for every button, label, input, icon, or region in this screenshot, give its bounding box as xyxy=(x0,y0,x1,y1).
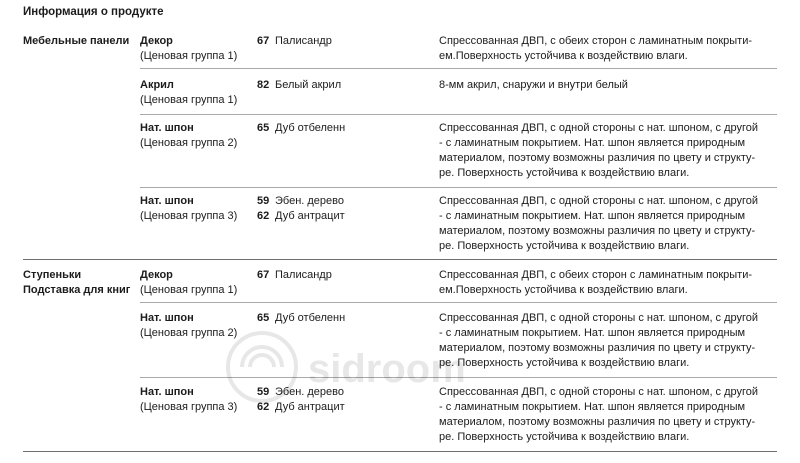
description-line: Спрессованная ДВП, с обеих сторон с ламинатным покрыти- xyxy=(439,35,753,47)
color-code-number: 67 xyxy=(257,35,270,47)
description-line: материалом, поэтому возможны различия по цвету и структу- xyxy=(439,152,756,164)
material-cell xyxy=(140,311,252,341)
description-line: материалом, поэтому возможны различия по цвету и структу- xyxy=(439,416,756,428)
material-name: Нат. шпон xyxy=(140,312,194,324)
description-line: Спрессованная ДВП, с одной стороны с нат. шпоном, с другой xyxy=(439,195,759,207)
price-group: (Ценовая группа 1) xyxy=(140,284,238,296)
description-line: ре. Поверхность устойчива к воздействию влаги. xyxy=(439,431,690,443)
description-line: материалом, поэтому возможны различия по цвету и структу- xyxy=(439,225,756,237)
color-code-label: Палисандр xyxy=(275,269,332,281)
material-cell xyxy=(140,121,252,151)
description xyxy=(439,311,777,371)
section-furniture-panels xyxy=(23,34,777,260)
color-codes xyxy=(257,311,427,326)
color-code-line xyxy=(257,400,427,415)
description xyxy=(439,194,777,254)
material-cell xyxy=(140,194,252,224)
color-code-label: Дуб антрацит xyxy=(275,401,345,413)
table-row xyxy=(140,268,777,303)
description-line: Спрессованная ДВП, с одной стороны с нат. шпоном, с другой xyxy=(439,122,759,134)
description xyxy=(439,385,777,445)
watermark-text: sidroom xyxy=(308,347,466,391)
section-label: Ступеньки Подставка для книг xyxy=(23,269,131,296)
table-row xyxy=(140,385,777,449)
price-group: (Ценовая группа 2) xyxy=(140,137,238,149)
material-name: Нат. шпон xyxy=(140,386,194,398)
section-label: Мебельные панели xyxy=(23,35,130,47)
price-group: (Ценовая группа 3) xyxy=(140,210,238,222)
material-name: Акрил xyxy=(140,79,174,91)
color-code-line xyxy=(257,311,427,326)
color-code-label: Палисандр xyxy=(275,35,332,47)
price-group: (Ценовая группа 1) xyxy=(140,50,238,62)
material-name: Декор xyxy=(140,35,173,47)
description xyxy=(439,268,777,298)
material-name: Декор xyxy=(140,269,173,281)
material-cell xyxy=(140,34,252,64)
description xyxy=(439,34,777,64)
description xyxy=(439,121,777,181)
color-code-line xyxy=(257,121,427,136)
description xyxy=(439,78,777,93)
material-name: Нат. шпон xyxy=(140,195,194,207)
table-row xyxy=(140,78,777,115)
price-group: (Ценовая группа 1) xyxy=(140,94,238,106)
price-group: (Ценовая группа 2) xyxy=(140,327,238,339)
color-code-line xyxy=(257,78,427,93)
table-row xyxy=(140,194,777,258)
table-row xyxy=(140,311,777,378)
section-steps-book-stand xyxy=(23,268,777,452)
material-name: Нат. шпон xyxy=(140,122,194,134)
description-line: - с ламинатным покрытием. Нат. шпон является природным xyxy=(439,210,746,222)
color-code-label: Эбен. дерево xyxy=(275,386,344,398)
color-code-label: Дуб отбеленн xyxy=(275,312,346,324)
color-code-label: Дуб отбеленн xyxy=(275,122,346,134)
color-codes xyxy=(257,121,427,136)
description-line: - с ламинатным покрытием. Нат. шпон является природным xyxy=(439,137,746,149)
description-line: Спрессованная ДВП, с обеих сторон с ламинатным покрыти- xyxy=(439,269,753,281)
color-code-line xyxy=(257,34,427,49)
color-code-number: 65 xyxy=(257,122,270,134)
color-codes xyxy=(257,34,427,49)
description-line: ем.Поверхность устойчива к воздействию влаги. xyxy=(439,284,688,296)
table-row xyxy=(140,121,777,188)
description-line: материалом, поэтому возможны различия по цвету и структу- xyxy=(439,342,756,354)
color-codes xyxy=(257,78,427,93)
color-code-number: 65 xyxy=(257,312,270,324)
description-line: Спрессованная ДВП, с одной стороны с нат. шпоном, с другой xyxy=(439,386,759,398)
description-line: ре. Поверхность устойчива к воздействию влаги. xyxy=(439,357,690,369)
color-code-label: Дуб антрацит xyxy=(275,210,345,222)
description-line: ре. Поверхность устойчива к воздействию влаги. xyxy=(439,167,690,179)
color-code-number: 62 xyxy=(257,210,270,222)
color-code-number: 82 xyxy=(257,79,270,91)
color-code-label: Эбен. дерево xyxy=(275,195,344,207)
color-code-number: 59 xyxy=(257,195,270,207)
color-codes xyxy=(257,385,427,415)
price-group: (Ценовая группа 3) xyxy=(140,401,238,413)
color-code-number: 59 xyxy=(257,386,270,398)
material-cell xyxy=(140,78,252,108)
description-line: - с ламинатным покрытием. Нат. шпон является природным xyxy=(439,401,746,413)
description-line: - с ламинатным покрытием. Нат. шпон является природным xyxy=(439,327,746,339)
color-code-label: Белый акрил xyxy=(275,79,342,91)
description-line: Спрессованная ДВП, с одной стороны с нат. шпоном, с другой xyxy=(439,312,759,324)
material-cell xyxy=(140,385,252,415)
description-line: ем.Поверхность устойчива к воздействию влаги. xyxy=(439,50,688,62)
color-code-number: 62 xyxy=(257,401,270,413)
page-title: Информация о продукте xyxy=(23,6,164,18)
description-line: ре. Поверхность устойчива к воздействию влаги. xyxy=(439,240,690,252)
description-line: 8-мм акрил, снаружи и внутри белый xyxy=(439,79,628,91)
color-codes xyxy=(257,194,427,224)
color-code-line xyxy=(257,194,427,209)
material-cell xyxy=(140,268,252,298)
color-code-line xyxy=(257,209,427,224)
color-code-line xyxy=(257,268,427,283)
table-row xyxy=(140,34,777,69)
color-code-line xyxy=(257,385,427,400)
color-code-number: 67 xyxy=(257,269,270,281)
color-codes xyxy=(257,268,427,283)
